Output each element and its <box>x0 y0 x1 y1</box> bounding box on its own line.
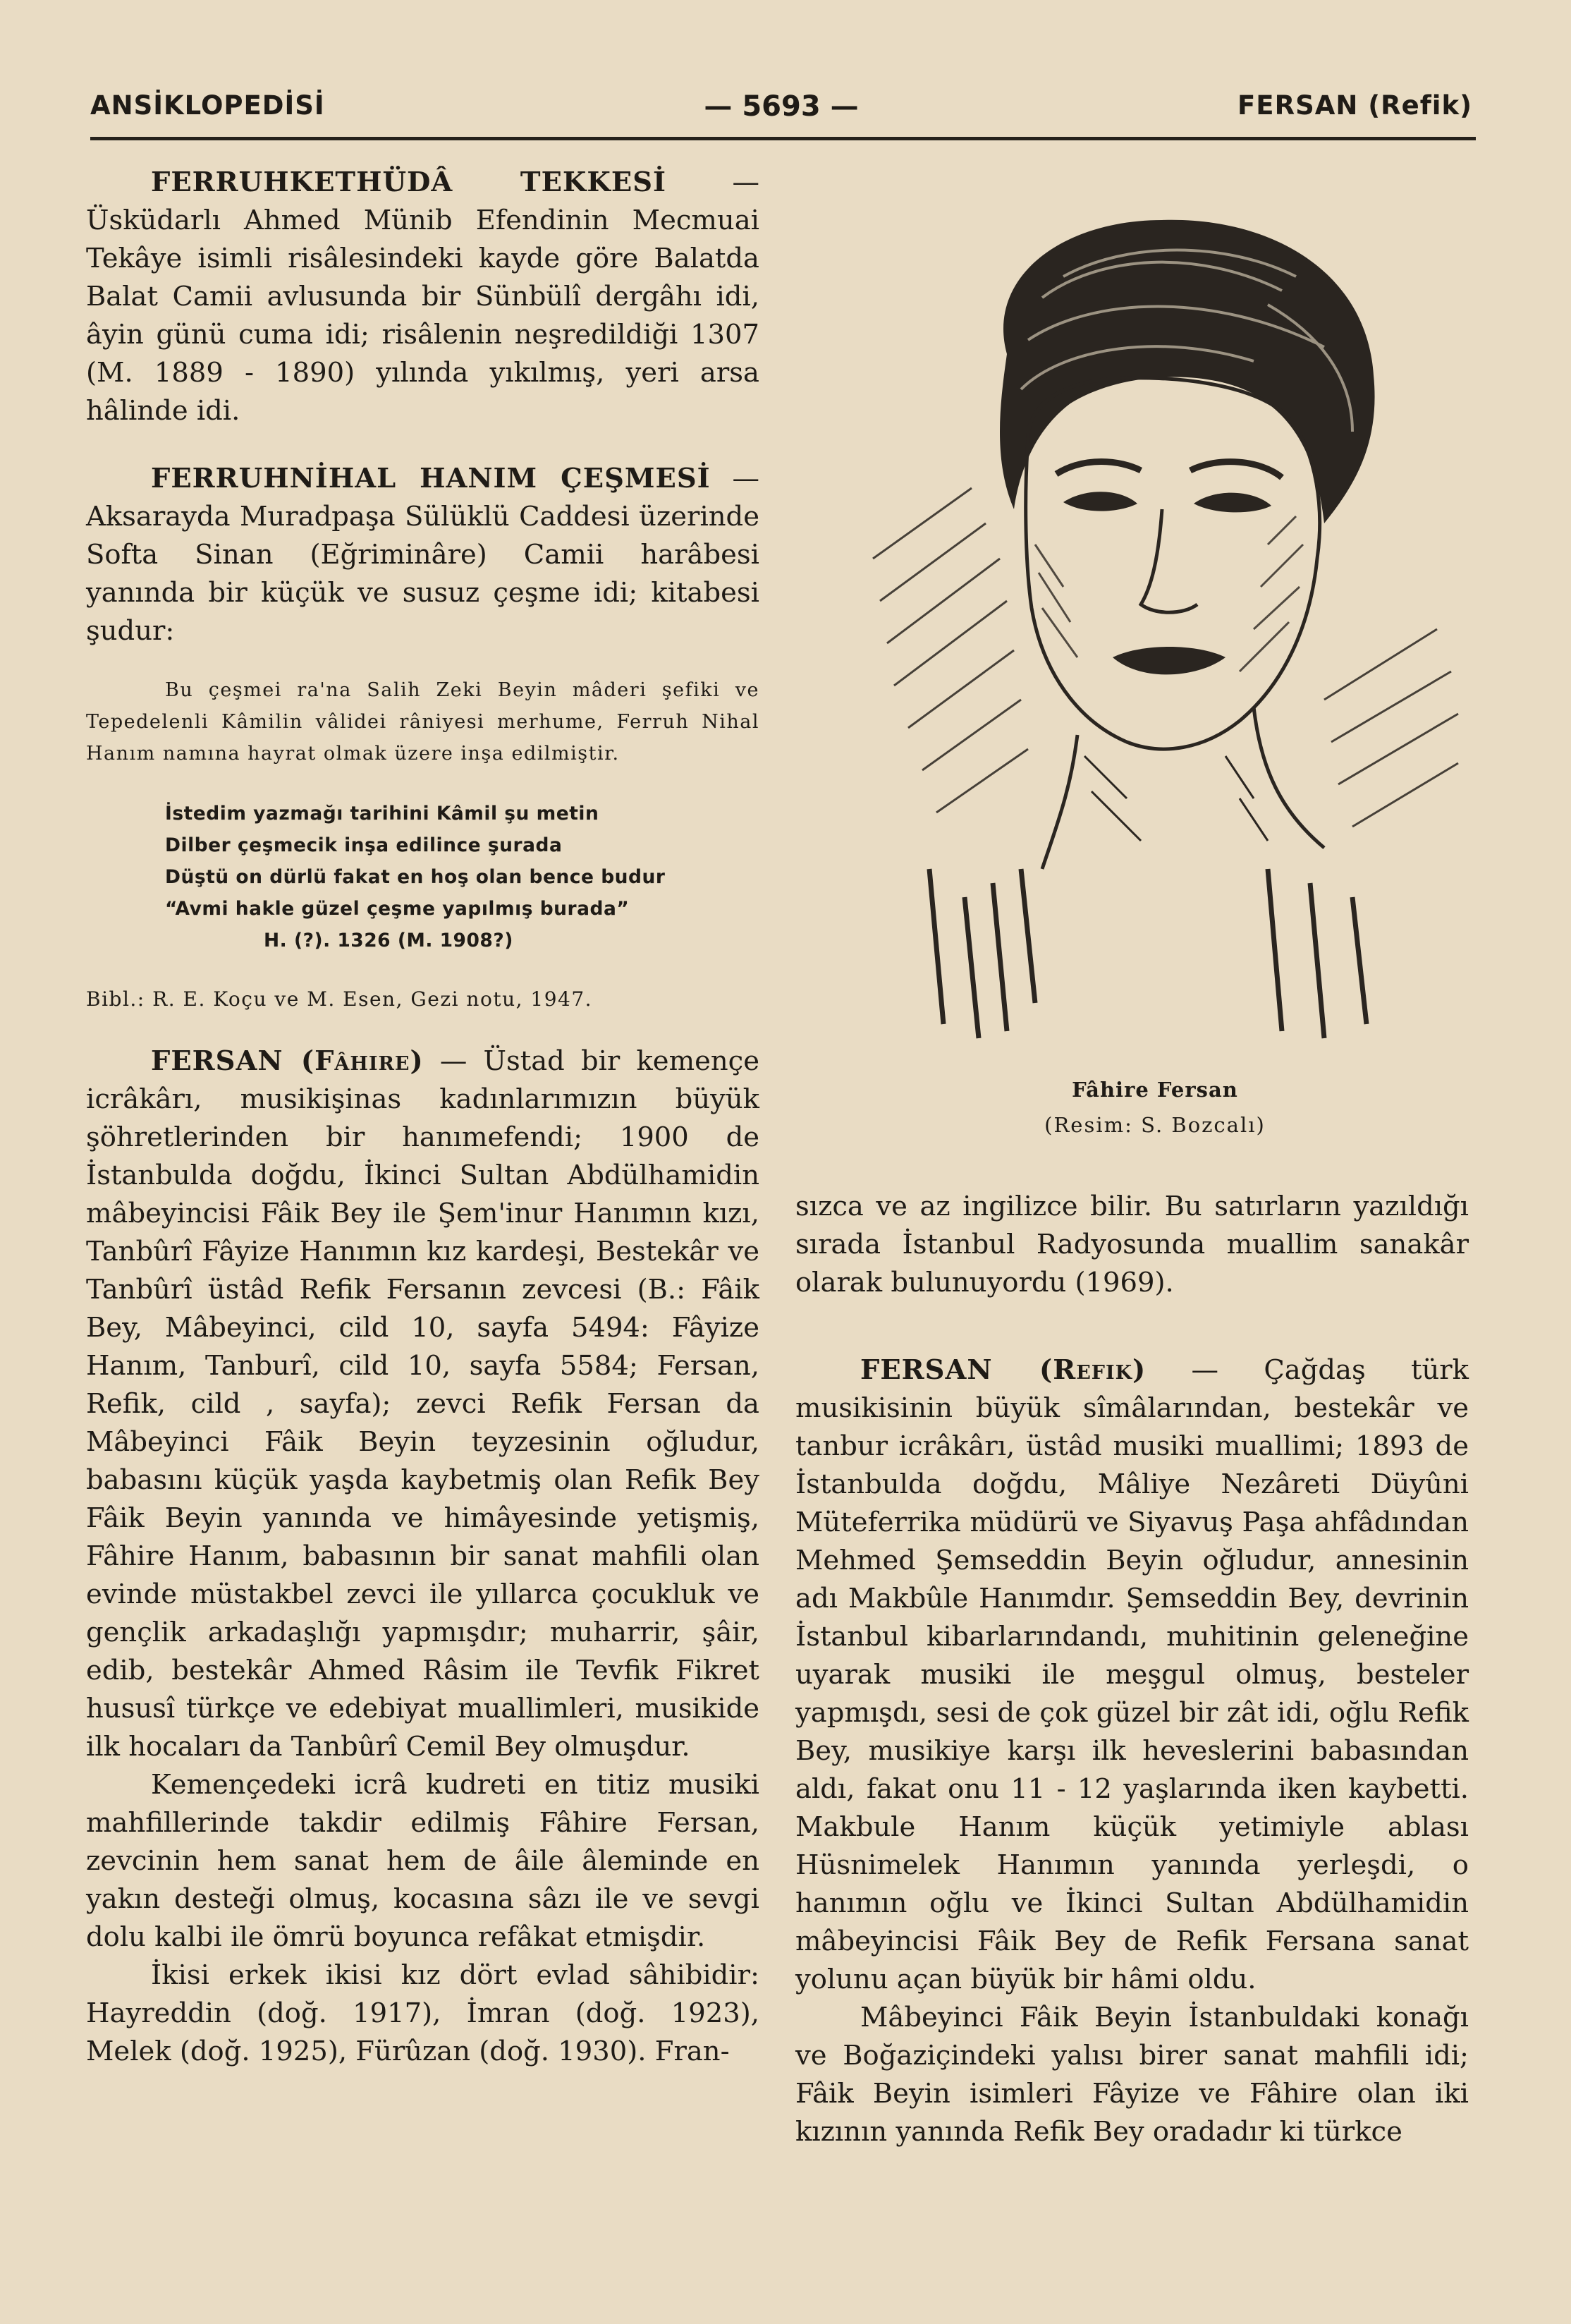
poem-block <box>86 798 759 956</box>
poem-date: H. (?). 1326 (M. 1908?) <box>264 930 513 951</box>
entry-text: — Çağdaş türk musikisinin büyük sîmâlarından, bestekâr ve tanbur icrâkârı, üstâd musiki muallimi; 1893 de İstanbulda doğdu, Mâliye Nezâreti Düyûni Müteferrika müdürü ve Siyavuş Paşa ahfâdından Mehmed Şemseddin Beyin oğludur, annesinin adı Makbûle Hanımdır. Şemseddin Bey, devrinin İstanbul kibarlarındandı, muhitinin geleneğine uyarak musiki ile meşgul olmuş, besteler yapmışdı, sesi de çok güzel bir zât idi, oğlu Refik Bey, musikiye karşı ilk heveslerini babasından aldı, fakat onu 11 - 12 yaşlarında iken kaybetti. Makbule Hanım küçük yetimiyle ablası Hüsnimelek Hanımın yanında yerleşdi, o hanımın oğlu ve İkinci Sultan Abdülhamidin mâbeyincisi Fâik Bey de Refik Fersana sanat yolunu açan büyük bir hâmi oldu. <box>795 1354 1469 1995</box>
right-column <box>795 1188 1469 2151</box>
poem-line: “Avmi hakle güzel çeşme yapılmış burada” <box>165 898 630 920</box>
inscription-text: Bu çeşmei ra'na Salih Zeki Beyin mâderi şefiki ve Tepedelenli Kâmilin vâlidei râniyesi merhume, Ferruh Nihal Hanım namına hayrat olmak üzere inşa edilmiştir. <box>86 679 759 765</box>
paragraph: İkisi erkek ikisi kız dört evlad sâhibidir: Hayreddin (doğ. 1917), İmran (doğ. 1923), Melek (doğ. 1925), Fürûzan (doğ. 1930). Fran- <box>86 1959 759 2067</box>
header-rule <box>90 137 1476 140</box>
poem-line: Düştü on dürlü fakat en hoş olan bence budur <box>165 866 666 888</box>
entry-heading: FERSAN (Fâhire) <box>151 1045 424 1077</box>
running-header <box>90 90 1472 130</box>
bibliography: Bibl.: R. E. Koçu ve M. Esen, Gezi notu, 1947. <box>86 987 593 1011</box>
page-number: — 5693 — <box>704 90 859 123</box>
portrait-caption-credit: (Resim: S. Bozcalı) <box>1044 1113 1266 1137</box>
entry-ferruhnihal <box>86 460 759 650</box>
left-column <box>86 164 759 2071</box>
paragraph: Kemençedeki icrâ kudreti en titiz musiki mahfillerinde takdir edilmiş Fâhire Fersan, zevcinin hem sanat hem de âile âleminde en yakın desteği olmuş, kocasına sâzı ile ve sevgi dolu kalbi ile ömrü boyunca refâkat etmişdir. <box>86 1769 759 1953</box>
paragraph: Mâbeyinci Fâik Beyin İstanbuldaki konağı ve Boğaziçindeki yalısı birer sanat mahfili idi; Fâik Beyin isimleri Fâyize ve Fâhire olan iki kızının yanında Refik Bey oradadır ki türkce <box>795 2002 1469 2148</box>
entry-heading: FERRUHKETHÜDÂ TEKKESİ <box>151 166 667 198</box>
header-left: ANSİKLOPEDİSİ <box>90 90 325 121</box>
entry-fersan-refik <box>795 1351 1469 1999</box>
portrait-sketch-icon <box>831 192 1479 1066</box>
poem-line: İstedim yazmağı tarihini Kâmil şu metin <box>165 803 599 825</box>
entry-text: — Üsküdarlı Ahmed Münib Efendinin Mecmuai Tekâye isimli risâlesindeki kayde göre Balatda Balat Camii avlusunda bir Sünbülî dergâhı idi, âyin günü cuma idi; risâlenin neşredildiği 1307 (M. 1889 - 1890) yılında yıkılmış, yeri arsa hâlinde idi. <box>86 166 759 427</box>
portrait-caption-name: Fâhire Fersan <box>1072 1078 1238 1102</box>
entry-heading: FERSAN (Refik) <box>860 1354 1147 1386</box>
header-right: FERSAN (Refik) <box>1237 90 1472 121</box>
poem-line: Dilber çeşmecik inşa edilince şurada <box>165 834 563 856</box>
paragraph-continued: sızca ve az ingilizce bilir. Bu satırların yazıldığı sırada İstanbul Radyosunda muallim sanakâr olarak bulunuyordu (1969). <box>795 1191 1469 1298</box>
entry-text: — Üstad bir kemençe icrâkârı, musikişinas kadınlarımızın büyük şöhretlerinden bir hanımefendi; 1900 de İstanbulda doğdu, İkinci Sultan Abdülhamidin mâbeyincisi Fâik Bey ile Şem'inur Hanımın kızı, Tanbûrî Fâyize Hanımın kız kardeşi, Bestekâr ve Tanbûrî üstâd Refik Fersanın zevcesi (B.: Fâik Bey, Mâbeyinci, cild 10, sayfa 5494: Fâyize Hanım, Tanburî, cild 10, sayfa 5584; Fersan, Refik, cild , sayfa); zevci Refik Fersan da Mâbeyinci Fâik Beyin teyzesinin oğludur, babasını küçük yaşda kaybetmiş olan Refik Bey Fâik Beyin yanında ve himâyesinde yetişmiş, Fâhire Hanım, babasının bir sanat mahfili olan evinde müstakbel zevci ile yıllarca çocukluk ve gençlik arkadaşlığı yapmışdır; muharrir, şâir, edib, bestekâr Ahmed Râsim ile Tevfik Fikret hususî türkçe ve edebiyat muallimleri, musikide ilk hocaları da Tanbûrî Cemil Bey olmuşdur. <box>86 1045 759 1763</box>
entry-fersan-fahire <box>86 1042 759 1766</box>
entry-heading: FERRUHNİHAL HANIM ÇEŞMESİ <box>151 463 711 494</box>
entry-text: — Aksarayda Muradpaşa Sülüklü Caddesi üzerinde Softa Sinan (Eğriminâre) Camii harâbesi yanında bir küçük ve susuz çeşme idi; kitabesi şudur: <box>86 463 759 647</box>
entry-ferruhkethuda <box>86 164 759 430</box>
